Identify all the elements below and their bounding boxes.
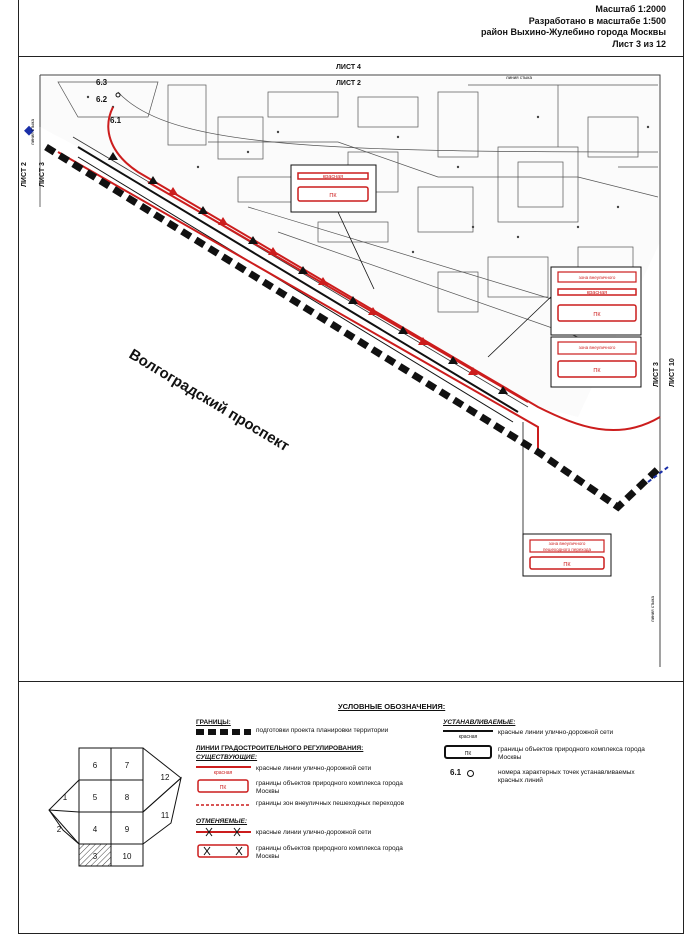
callout-4-zone-text-2: пешеходного перехода	[542, 547, 592, 552]
legend-existing-item-3: границы зон внеуличных пешеходных переходов	[256, 800, 405, 807]
sheet-label-top-inner: ЛИСТ 2	[336, 80, 361, 87]
point-label-6-3: 6.3	[96, 78, 108, 87]
index-cell-11: 11	[160, 811, 170, 820]
legend-existing-zone-swatch	[196, 799, 251, 811]
legend-existing-item-2: границы объектов природного комплекса города Москвы	[256, 780, 403, 795]
sheet-number-label: Лист 3 из 12	[612, 38, 666, 49]
index-cell-1: 1	[62, 793, 68, 802]
legend-boundary-swatch	[196, 728, 251, 736]
legend-boundaries-head: ГРАНИЦЫ:	[196, 719, 231, 726]
index-cell-6: 6	[92, 761, 98, 770]
point-marker	[116, 93, 120, 97]
callout-1-red-text: красная	[322, 174, 344, 180]
index-cell-7: 7	[124, 761, 130, 770]
callout-2-pk-text: ПК	[593, 312, 601, 318]
scale-label: Масштаб 1:2000	[595, 4, 666, 14]
legend-existing-head: СУЩЕСТВУЮЩИЕ:	[196, 754, 258, 761]
legend-existing-red-swatch	[196, 763, 251, 775]
legend-existing-pk-swatch	[196, 778, 251, 794]
callout-4-pk-text: ПК	[563, 562, 571, 568]
junction-line-label-left: линия стыка	[30, 119, 35, 145]
sheet-label-right-inner: ЛИСТ 3	[653, 362, 660, 387]
index-cell-9: 9	[124, 825, 130, 834]
legend-cancelled-pk-swatch	[196, 843, 251, 859]
junction-line-label-right: линия стыка	[650, 596, 655, 622]
legend-cancelled-head: ОТМЕНЯЕМЫЕ:	[196, 818, 248, 825]
index-cell-4: 4	[92, 825, 98, 834]
sheet-label-right-outer: ЛИСТ 10	[669, 358, 676, 387]
sheet-index-map[interactable]	[43, 738, 193, 868]
legend-panel	[18, 681, 684, 934]
index-cell-10: 10	[122, 852, 132, 861]
plan-map	[18, 57, 684, 680]
sheet-label-left-inner: ЛИСТ 3	[39, 162, 46, 187]
legend-established-swatch-text: красная	[458, 734, 478, 739]
legend-boundary-text: подготовки проекта планировки территории	[256, 727, 389, 734]
callout-2-red-text: красная	[586, 290, 608, 296]
point-label-6-2: 6.2	[96, 95, 108, 104]
point-label-6-1: 6.1	[110, 116, 122, 125]
callout-2-zone-text: зона внеуличного	[578, 275, 616, 280]
street-name: Волгоградский проспект	[125, 345, 293, 456]
index-cell-8: 8	[124, 793, 130, 802]
title-block	[481, 4, 666, 50]
callout-3-zone-text: зона внеуличного	[578, 345, 616, 350]
legend-existing-item-1: красные линии улично-дорожной сети	[256, 765, 372, 772]
index-cell-2: 2	[56, 825, 62, 834]
legend-cancelled-item-1: красные линии улично-дорожной сети	[256, 829, 372, 836]
legend-swatch-red-text: красная	[213, 770, 233, 775]
junction-line-label-top: линия стыка	[506, 75, 532, 80]
legend-point-symbol: 6.1	[450, 768, 462, 777]
index-cell-5: 5	[92, 793, 98, 802]
point-circle-icon	[467, 770, 474, 777]
index-cell-3: 3	[92, 852, 98, 861]
legend-established-red-swatch	[443, 727, 493, 739]
sheet-label-top-outer: ЛИСТ 4	[336, 64, 361, 71]
legend-point-text: номера характерных точек устанавливаемых красных линий	[498, 769, 635, 784]
legend-lines-head: ЛИНИИ ГРАДОСТРОИТЕЛЬНОГО РЕГУЛИРОВАНИЯ:	[196, 745, 364, 752]
legend-established-item-2: границы объектов природного комплекса города Москвы	[498, 746, 645, 761]
index-cell-12: 12	[160, 773, 170, 782]
map-area[interactable]	[18, 57, 684, 680]
callout-4-zone-text: зона внеуличного	[548, 541, 586, 546]
callout-3-pk-text: ПК	[593, 368, 601, 374]
legend-established-pk-swatch	[443, 744, 493, 760]
legend-established-item-1: красные линии улично-дорожной сети	[498, 729, 614, 736]
legend-established-head: УСТАНАВЛИВАЕМЫЕ:	[443, 719, 516, 726]
developed-scale-label: Разработано в масштабе 1:500	[528, 15, 666, 26]
legend-cancelled-item-2: границы объектов природного комплекса города Москвы	[256, 845, 403, 860]
callout-1-pk-text: ПК	[329, 193, 337, 199]
legend-established-pk-text: ПК	[464, 751, 472, 757]
legend-cancelled-red-swatch	[196, 827, 251, 839]
sheet-label-left-outer: ЛИСТ 2	[21, 162, 28, 187]
legend-title: УСЛОВНЫЕ ОБОЗНАЧЕНИЯ:	[338, 702, 446, 711]
district-label: район Выхино-Жулебино города Москвы	[481, 27, 666, 37]
legend-swatch-pk-text: ПК	[219, 785, 227, 791]
